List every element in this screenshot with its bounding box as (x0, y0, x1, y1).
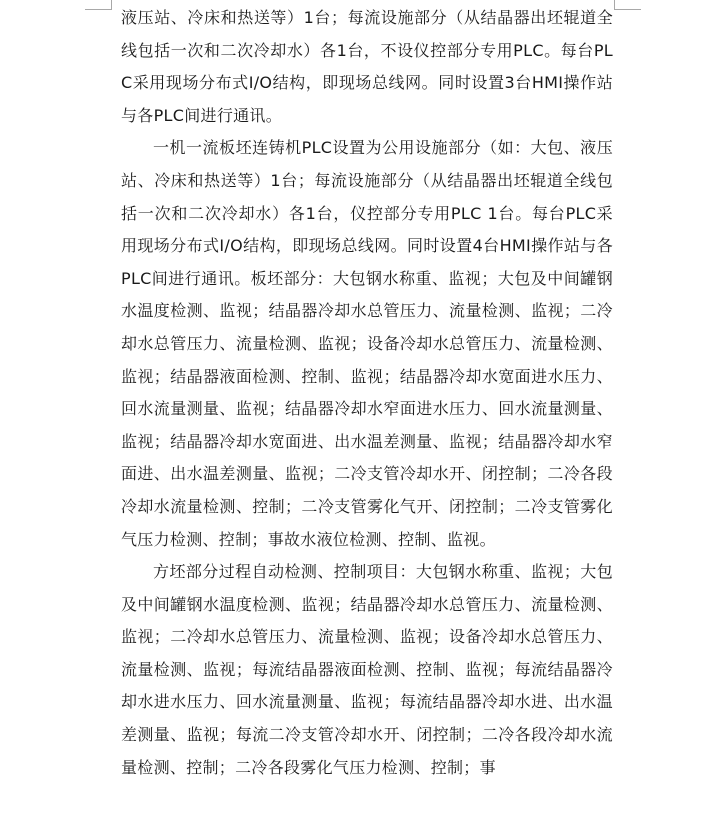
page-corner-mark-top-right (614, 0, 641, 10)
page-corner-mark-top-left (85, 0, 112, 10)
paragraph-slab-caster-plc: 一机一流板坯连铸机PLC设置为公用设施部分（如：大包、液压站、冷床和热送等）1台；每流设施部分（从结晶器出坯辊道全线包括一次和二次冷却水）各1台，仪控部分专用PLC 1台。每台PLC采用现场分布式I/O结构，即现场总线网。同时设置4台HMI操作站与各PLC间进行通讯。板坯部分：大包钢水称重、监视；大包及中间罐钢水温度检测、监视；结晶器冷却水总管压力、流量检测、监视；二冷却水总管压力、流量检测、监视；设备冷却水总管压力、流量检测、监视；结晶器液面检测、控制、监视；结晶器冷却水宽面进水压力、回水流量测量、监视；结晶器冷却水窄面进水压力、回水流量测量、监视；结晶器冷却水宽面进、出水温差测量、监视；结晶器冷却水窄面进、出水温差测量、监视；二冷支管冷却水开、闭控制；二冷各段冷却水流量检测、控制；二冷支管雾化气开、闭控制；二冷支管雾化气压力检测、控制；事故水液位检测、控制、监视。 (121, 138, 613, 549)
paragraph-plc-overview: 液压站、冷床和热送等）1台；每流设施部分（从结晶器出坯辊道全线包括一次和二次冷却水）各1台，不设仪控部分专用PLC。每台PLC采用现场分布式I/O结构，即现场总线网。同时设置3台HMI操作站与各PLC间进行通讯。 (121, 8, 613, 125)
paragraph-billet-process-control: 方坯部分过程自动检测、控制项目：大包钢水称重、监视；大包及中间罐钢水温度检测、监视；结晶器冷却水总管压力、流量检测、监视；二冷却水总管压力、流量检测、监视；设备冷却水总管压力、流量检测、监视；每流结晶器液面检测、控制、监视；每流结晶器冷却水进水压力、回水流量测量、监视；每流结晶器冷却水进、出水温差测量、监视；每流二冷支管冷却水开、闭控制；二冷各段冷却水流量检测、控制；二冷各段雾化气压力检测、控制；事 (121, 562, 613, 777)
document-body (121, 2, 613, 784)
